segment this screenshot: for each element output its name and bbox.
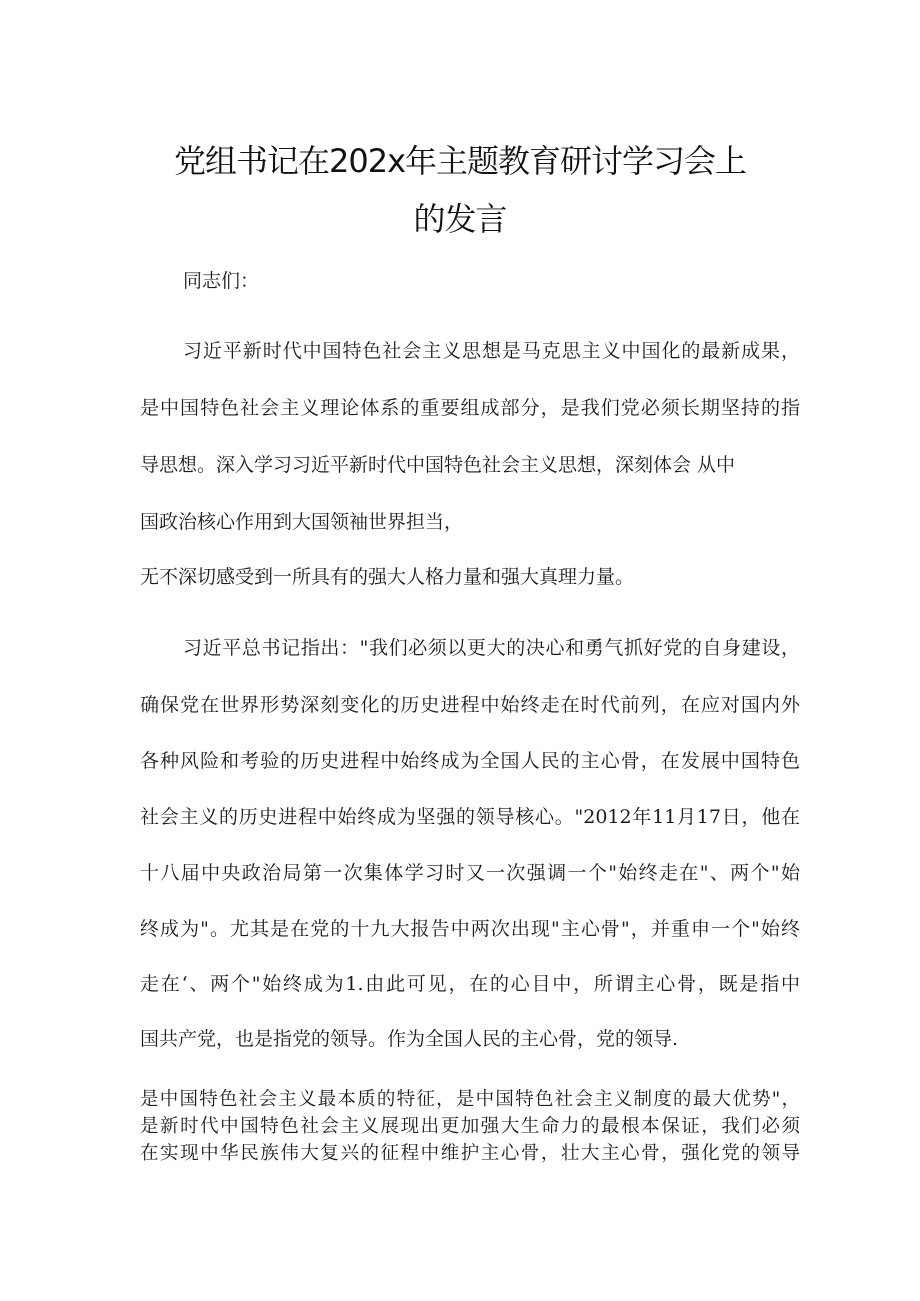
paragraph-2-line-2: 确保党在世界形势深刻变化的历史进程中始终走在时代前列，在应对国内外: [140, 694, 800, 716]
paragraph-3-line-2: 是新时代中国特色社会主义展现出更加强大生命力的最根本保证，我们必须: [140, 1116, 800, 1137]
paragraph-2-line-1: 习近平总书记指出："我们必须以更大的决心和勇气抓好党的自身建设，: [183, 637, 800, 659]
salutation: 同志们：: [183, 270, 260, 292]
paragraph-2-line-4: 社会主义的历史进程中始终成为坚强的领导核心。"2012年11月17日，他在: [140, 806, 800, 828]
paragraph-3-line-3: 在实现中华民族伟大复兴的征程中维护主心骨，壮大主心骨，强化党的领导: [140, 1143, 800, 1164]
paragraph-2-line-7: 走在‘、两个"始终成为1.由此可见，在的心目中，所谓主心骨，既是指中: [140, 973, 800, 995]
paragraph-2-line-6: 终成为"。尤其是在党的十九大报告中两次出现"主心骨"，并重申一个"始终: [140, 918, 800, 940]
paragraph-1-line-1: 习近平新时代中国特色社会主义思想是马克思主义中国化的最新成果，: [183, 340, 800, 362]
paragraph-3-line-1: 是中国特色社会主义最本质的特征，是中国特色社会主义制度的最大优势"，: [140, 1089, 800, 1110]
paragraph-1-line-4: 国政治核心作用到大国领袖世界担当，: [140, 511, 464, 533]
paragraph-1-line-3: 导思想。深入学习习近平新时代中国特色社会主义思想，深刻体会 从中: [140, 454, 736, 476]
paragraph-1-line-2: 是中国特色社会主义理论体系的重要组成部分，是我们党必须长期坚持的指: [140, 397, 800, 419]
paragraph-2-line-5: 十八届中央政治局第一次集体学习时又一次强调一个"始终走在"、两个"始: [140, 862, 800, 884]
paragraph-1-line-5: 无不深切感受到一所具有的强大人格力量和强大真理力量。: [140, 566, 635, 588]
paragraph-2-line-8: 国共产党，也是指党的领导。作为全国人民的主心骨，党的领导.: [140, 1028, 679, 1050]
paragraph-2-line-3: 各种风险和考验的历史进程中始终成为全国人民的主心骨，在发展中国特色: [140, 750, 800, 772]
document-title-line-1: 党组书记在202x年主题教育研讨学习会上: [173, 142, 747, 180]
document-title-line-2: 的发言: [413, 200, 507, 238]
